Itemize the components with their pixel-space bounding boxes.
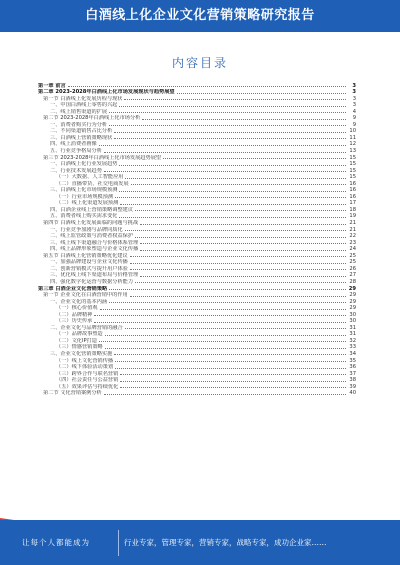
toc-leader-dots <box>109 112 346 113</box>
toc-leader-dots <box>114 354 346 355</box>
toc-leader-dots <box>68 86 346 87</box>
toc-entry-label: 三、企业文化营销策略实施 <box>50 350 113 357</box>
toc-entry-label: （二）线下体验活动策划 <box>56 364 114 371</box>
toc-entry-page: 23 <box>349 239 356 246</box>
toc-entry-page: 32 <box>349 337 356 344</box>
toc-entry-page: 37 <box>349 370 356 377</box>
toc-entry-label: 一、消费者购买行为分析 <box>50 121 108 128</box>
toc-entry-label: 三、白酒线上化市场规模预测 <box>50 187 118 194</box>
footer-slogan-right: 行业专家，管理专家，营销专家，战略专家，成功企业家…… <box>124 538 327 547</box>
toc-entry-page: 31 <box>349 331 356 338</box>
report-title: 白酒线上化企业文化营销策略研究报告 <box>85 8 315 23</box>
toc-leader-dots <box>99 341 346 342</box>
toc-entry-page: 4 <box>352 108 356 115</box>
toc-entry[interactable] <box>38 390 356 397</box>
toc-entry-page: 27 <box>349 272 356 279</box>
toc-leader-dots <box>125 328 346 329</box>
toc-leader-dots <box>115 361 346 362</box>
toc-leader-dots <box>142 119 346 120</box>
toc-entry-label: 四、白酒企业线上营销策略调整建议 <box>50 206 134 213</box>
toc-entry-label: 一、行业竞争加剧与品牌同质化 <box>50 226 123 233</box>
toc-entry-label: 第三节 2023-2028年白酒线上化市场发展趋势展望 <box>43 154 162 161</box>
toc-leader-dots <box>130 256 346 257</box>
toc-leader-dots <box>120 387 346 388</box>
toc-entry-page: 16 <box>349 180 356 187</box>
footer-slogan-left: 让每个人都能成为 <box>22 538 90 547</box>
toc-entry-label: 一、中国白酒线上零售的兴起 <box>50 102 118 109</box>
toc-entry-label: （二）文化IP打造 <box>56 337 97 344</box>
toc-leader-dots <box>119 106 346 107</box>
toc-entry-page: 28 <box>349 278 356 285</box>
toc-entry-label: （一）大数据、人工智能应用 <box>56 174 124 181</box>
toc-entry-label: 二、线上销售渠道的扩展 <box>50 108 108 115</box>
toc-entry-page: 3 <box>352 89 356 96</box>
toc-leader-dots <box>114 138 346 139</box>
toc-leader-dots <box>119 191 346 192</box>
toc-entry-page: 10 <box>349 128 356 135</box>
toc-entry-page: 22 <box>349 233 356 240</box>
toc-leader-dots <box>109 289 346 290</box>
toc-leader-dots <box>100 309 346 310</box>
toc-entry-page: 26 <box>349 265 356 272</box>
toc-entry-page: 11 <box>349 134 356 141</box>
toc-entry-page: 25 <box>349 252 356 259</box>
toc-leader-dots <box>120 374 346 375</box>
toc-leader-dots <box>130 269 346 270</box>
toc-leader-dots <box>120 204 346 205</box>
toc-entry-page: 30 <box>349 318 356 325</box>
toc-entry-page: 9 <box>352 121 356 128</box>
toc-entry-label: 三、线上线下渠道融合与价格体系管理 <box>50 239 139 246</box>
toc-leader-dots <box>140 243 346 244</box>
toc-entry-label: （四）社会责任与公益营销 <box>56 377 119 384</box>
toc-entry-label: （一）行业市场规模预测 <box>56 193 114 200</box>
toc-leader-dots <box>115 368 346 369</box>
toc-leader-dots <box>135 282 346 283</box>
toc-entry-label: 第二节 2023-2028年白酒线上化市场分析 <box>43 115 141 122</box>
footer-divider <box>118 530 119 556</box>
toc-title: 内容目录 <box>171 56 228 70</box>
toc-entry-label: 二、线上监管政策与消费者权益保护 <box>50 233 134 240</box>
toc-leader-dots <box>104 171 346 172</box>
toc-entry-page: 3 <box>352 102 356 109</box>
toc-entry-page: 35 <box>349 357 356 364</box>
toc-leader-dots <box>140 224 346 225</box>
toc-entry-label: 第二章 2023-2028年白酒线上化市场发展现状与趋势展望 <box>38 89 175 96</box>
toc-entry-label: 四、线上消费者画像 <box>50 141 97 148</box>
toc-entry-page: 30 <box>349 311 356 318</box>
toc-entry-page: 29 <box>348 285 356 292</box>
toc-leader-dots <box>94 315 346 316</box>
toc-entry-page: 15 <box>349 154 356 161</box>
toc-leader-dots <box>130 263 346 264</box>
toc-entry-page: 39 <box>349 383 356 390</box>
toc-entry-label: 一、企业文化的基本内涵 <box>50 298 108 305</box>
toc-entry-label: 五、行业竞争格局分析 <box>50 148 102 155</box>
toc-entry-label: （二）线上化渠道发展预测 <box>56 200 119 207</box>
toc-entry-label: 第五节 白酒线上化营销策略优化建议 <box>43 252 128 259</box>
toc-leader-dots <box>115 197 346 198</box>
toc-leader-dots <box>109 125 346 126</box>
toc-entry-page: 29 <box>349 292 356 299</box>
toc-entry-page: 17 <box>349 200 356 207</box>
toc-entry-page: 16 <box>349 193 356 200</box>
toc-entry-page: 29 <box>349 305 356 312</box>
toc-entry-page: 12 <box>349 141 356 148</box>
toc-entry-label: （一）线上文化营销传播 <box>56 357 114 364</box>
toc-entry-page: 24 <box>349 246 356 253</box>
toc-entry-page: 21 <box>349 226 356 233</box>
toc-leader-dots <box>125 178 346 179</box>
toc-leader-dots <box>119 165 346 166</box>
toc-entry-label: 五、消费者线上购买需求变化 <box>50 213 118 220</box>
toc-entry-label: 一、白酒线上化行业发展趋势 <box>50 161 118 168</box>
toc-leader-dots <box>130 296 346 297</box>
toc-entry-label: （一）核心价值观 <box>56 305 98 312</box>
toc-leader-dots <box>124 99 346 100</box>
toc-entry-label: 第一节 企业文化在白酒营销中的作用 <box>43 292 128 299</box>
toc-entry-page: 9 <box>352 115 356 122</box>
toc-leader-dots <box>99 145 346 146</box>
toc-entry-label: 第四节 白酒线上化发展面临的问题与挑战 <box>43 220 139 227</box>
toc-entry-page: 33 <box>349 344 356 351</box>
toc-entry-page: 15 <box>349 161 356 168</box>
toc-leader-dots <box>135 210 346 211</box>
toc-entry-page: 13 <box>349 148 356 155</box>
toc-leader-dots <box>140 250 346 251</box>
toc-entry-label: 二、不同渠道销售占比分析 <box>50 128 113 135</box>
toc-leader-dots <box>105 348 346 349</box>
toc-entry-page: 38 <box>349 377 356 384</box>
toc-entry-label: （二）直播带货、社交电商发展 <box>56 180 129 187</box>
toc-entry-label: 第一章 前言 <box>38 82 66 89</box>
toc-leader-dots <box>104 152 346 153</box>
toc-entry-label: （二）品牌精神 <box>56 311 93 318</box>
toc-entry-label: （三）情感营销策略 <box>56 344 103 351</box>
toc-leader-dots <box>131 184 346 185</box>
toc-entry-label: （三）历史传承 <box>56 318 93 325</box>
toc-entry-page: 3 <box>352 82 356 89</box>
toc-entry-label: （一）品牌故事塑造 <box>56 331 103 338</box>
toc-leader-dots <box>114 132 346 133</box>
toc-entry-page: 21 <box>349 220 356 227</box>
toc-leader-dots <box>104 394 346 395</box>
toc-entry-label: （五）效果评估与持续优化 <box>56 383 119 390</box>
toc-entry-page: 18 <box>349 206 356 213</box>
toc-entry-page: 36 <box>349 364 356 371</box>
toc-entry-label: 四、线上品牌形象塑造与企业文化传播 <box>50 246 139 253</box>
toc-entry-page: 16 <box>349 187 356 194</box>
toc-leader-dots <box>109 302 346 303</box>
table-of-contents <box>38 82 356 396</box>
toc-entry-page: 29 <box>349 298 356 305</box>
toc-leader-dots <box>135 237 346 238</box>
toc-entry-label: 二、创新营销模式与提升用户体验 <box>50 265 128 272</box>
toc-entry-label: 一、加强品牌建设与企业文化传播 <box>50 259 128 266</box>
toc-entry-label: （三）跨界合作与联名营销 <box>56 370 119 377</box>
toc-leader-dots <box>125 230 346 231</box>
toc-entry-page: 15 <box>349 174 356 181</box>
toc-entry-label: 二、行业技术发展趋势 <box>50 167 102 174</box>
toc-entry-page: 40 <box>349 390 356 397</box>
toc-entry-label: 三、优化线上线下渠道布局与价格管理 <box>50 272 139 279</box>
toc-entry-page: 19 <box>349 213 356 220</box>
toc-entry-label: 第三章 白酒企业文化营销策略 <box>38 285 108 292</box>
toc-leader-dots <box>177 93 346 94</box>
toc-entry-page: 3 <box>352 95 356 102</box>
toc-entry-page: 31 <box>349 324 356 331</box>
toc-entry-label: 三、白酒线上营销策略现状 <box>50 134 113 141</box>
toc-entry-page: 34 <box>349 350 356 357</box>
toc-entry-label: 四、强化数字化运营与数据分析能力 <box>50 278 134 285</box>
toc-entry-label: 第一节 白酒线上化发展历程与现状 <box>43 95 123 102</box>
toc-entry-page: 15 <box>349 167 356 174</box>
toc-leader-dots <box>163 158 346 159</box>
toc-leader-dots <box>140 276 346 277</box>
toc-leader-dots <box>105 335 346 336</box>
toc-entry-label: 二、企业文化与品牌营销的融合 <box>50 324 123 331</box>
toc-leader-dots <box>119 217 346 218</box>
toc-leader-dots <box>120 381 346 382</box>
toc-leader-dots <box>94 322 346 323</box>
toc-entry-label: 第二节 文化营销案例分析 <box>43 390 102 397</box>
toc-entry-page: 25 <box>349 259 356 266</box>
